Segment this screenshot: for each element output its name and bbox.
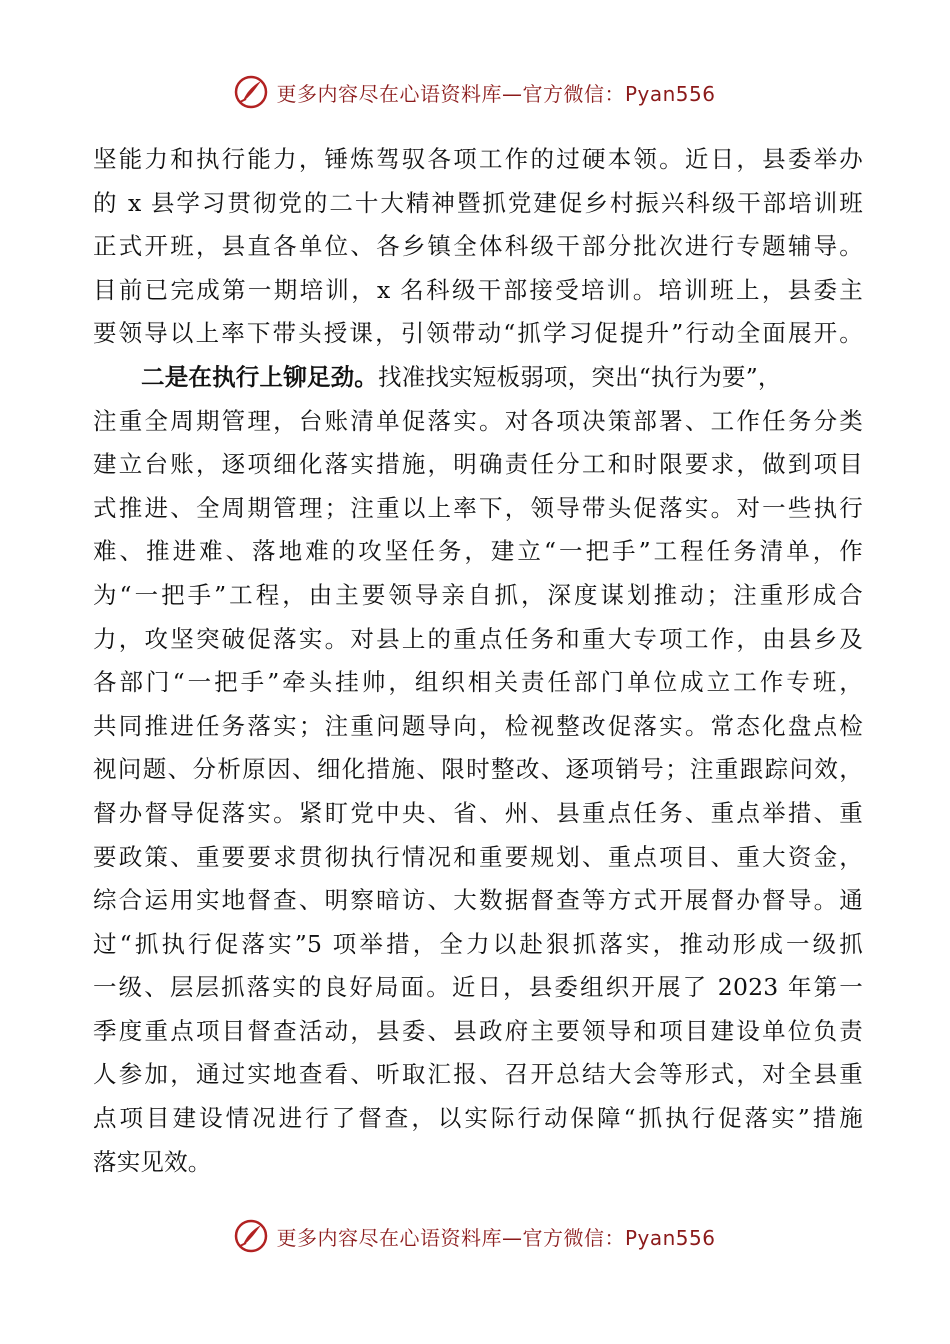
banner-text: 更多内容尽在心语资料库—官方微信：Pyan556	[276, 81, 716, 106]
text-line: 注重全周期管理，台账清单促落实。对各项决策部署、工作任务分类	[93, 406, 863, 435]
text-line: 力，攻坚突破促落实。对县上的重点任务和重大专项工作，由县乡及	[93, 624, 863, 653]
text-line: 督办督导促落实。紧盯党中央、省、州、县重点任务、重点举措、重	[93, 798, 863, 827]
text-line: 要政策、重要要求贯彻执行情况和重要规划、重点项目、重大资金，	[93, 842, 863, 871]
text-line: 式推进、全周期管理；注重以上率下，领导带头促落实。对一些执行	[93, 493, 863, 522]
paragraph-first-line	[93, 356, 863, 400]
text-line: 正式开班，县直各单位、各乡镇全体科级干部分批次进行专题辅导。	[93, 232, 863, 261]
text-line: 建立台账，逐项细化落实措施，明确责任分工和时限要求，做到项目	[93, 450, 863, 479]
text-line: 为“一把手”工程，由主要领导亲自抓，深度谋划推动；注重形成合	[93, 580, 863, 609]
text-line: 点项目建设情况进行了督查，以实际行动保障“抓执行促落实”措施	[93, 1104, 863, 1133]
text-line: 过“抓执行促落实”5 项举措，全力以赴狠抓落实，推动形成一级抓	[93, 929, 863, 958]
footer-banner	[0, 1214, 950, 1258]
banner-text: 更多内容尽在心语资料库—官方微信：Pyan556	[276, 1225, 716, 1250]
paragraph-1	[93, 138, 863, 356]
quill-logo-icon	[234, 75, 268, 109]
section-heading: 二是在执行上铆足劲。	[141, 362, 378, 391]
paragraph-2	[93, 356, 863, 1184]
document-body	[93, 138, 863, 1184]
text-line: 各部门“一把手”牵头挂帅，组织相关责任部门单位成立工作专班，	[93, 668, 863, 697]
text-line: 难、推进难、落地难的攻坚任务，建立“一把手”工程任务清单，作	[93, 537, 863, 566]
text-line: 季度重点项目督查活动，县委、县政府主要领导和项目建设单位负责	[93, 1016, 863, 1045]
header-banner	[0, 70, 950, 114]
text-line: 落实见效。	[93, 1147, 212, 1176]
text-line: 一级、层层抓落实的良好局面。近日，县委组织开展了 2023 年第一	[93, 973, 863, 1002]
text-line: 视问题、分析原因、细化措施、限时整改、逐项销号；注重跟踪问效，	[93, 755, 863, 784]
quill-logo-icon	[234, 1219, 268, 1253]
text-line: 的 x 县学习贯彻党的二十大精神暨抓党建促乡村振兴科级干部培训班	[93, 188, 863, 217]
text-line: 要领导以上率下带头授课，引领带动“抓学习促提升”行动全面展开。	[93, 319, 863, 348]
text-line: 坚能力和执行能力，锤炼驾驭各项工作的过硬本领。近日，县委举办	[93, 145, 863, 173]
text-line: 综合运用实地督查、明察暗访、大数据督查等方式开展督办督导。通	[93, 886, 863, 915]
text-line: 人参加，通过实地查看、听取汇报、召开总结大会等形式，对全县重	[93, 1060, 863, 1089]
text-span: 找准找实短板弱项，突出“执行为要”，	[378, 362, 782, 391]
text-line: 目前已完成第一期培训，x 名科级干部接受培训。培训班上，县委主	[93, 275, 863, 304]
text-line: 共同推进任务落实；注重问题导向，检视整改促落实。常态化盘点检	[93, 711, 863, 740]
